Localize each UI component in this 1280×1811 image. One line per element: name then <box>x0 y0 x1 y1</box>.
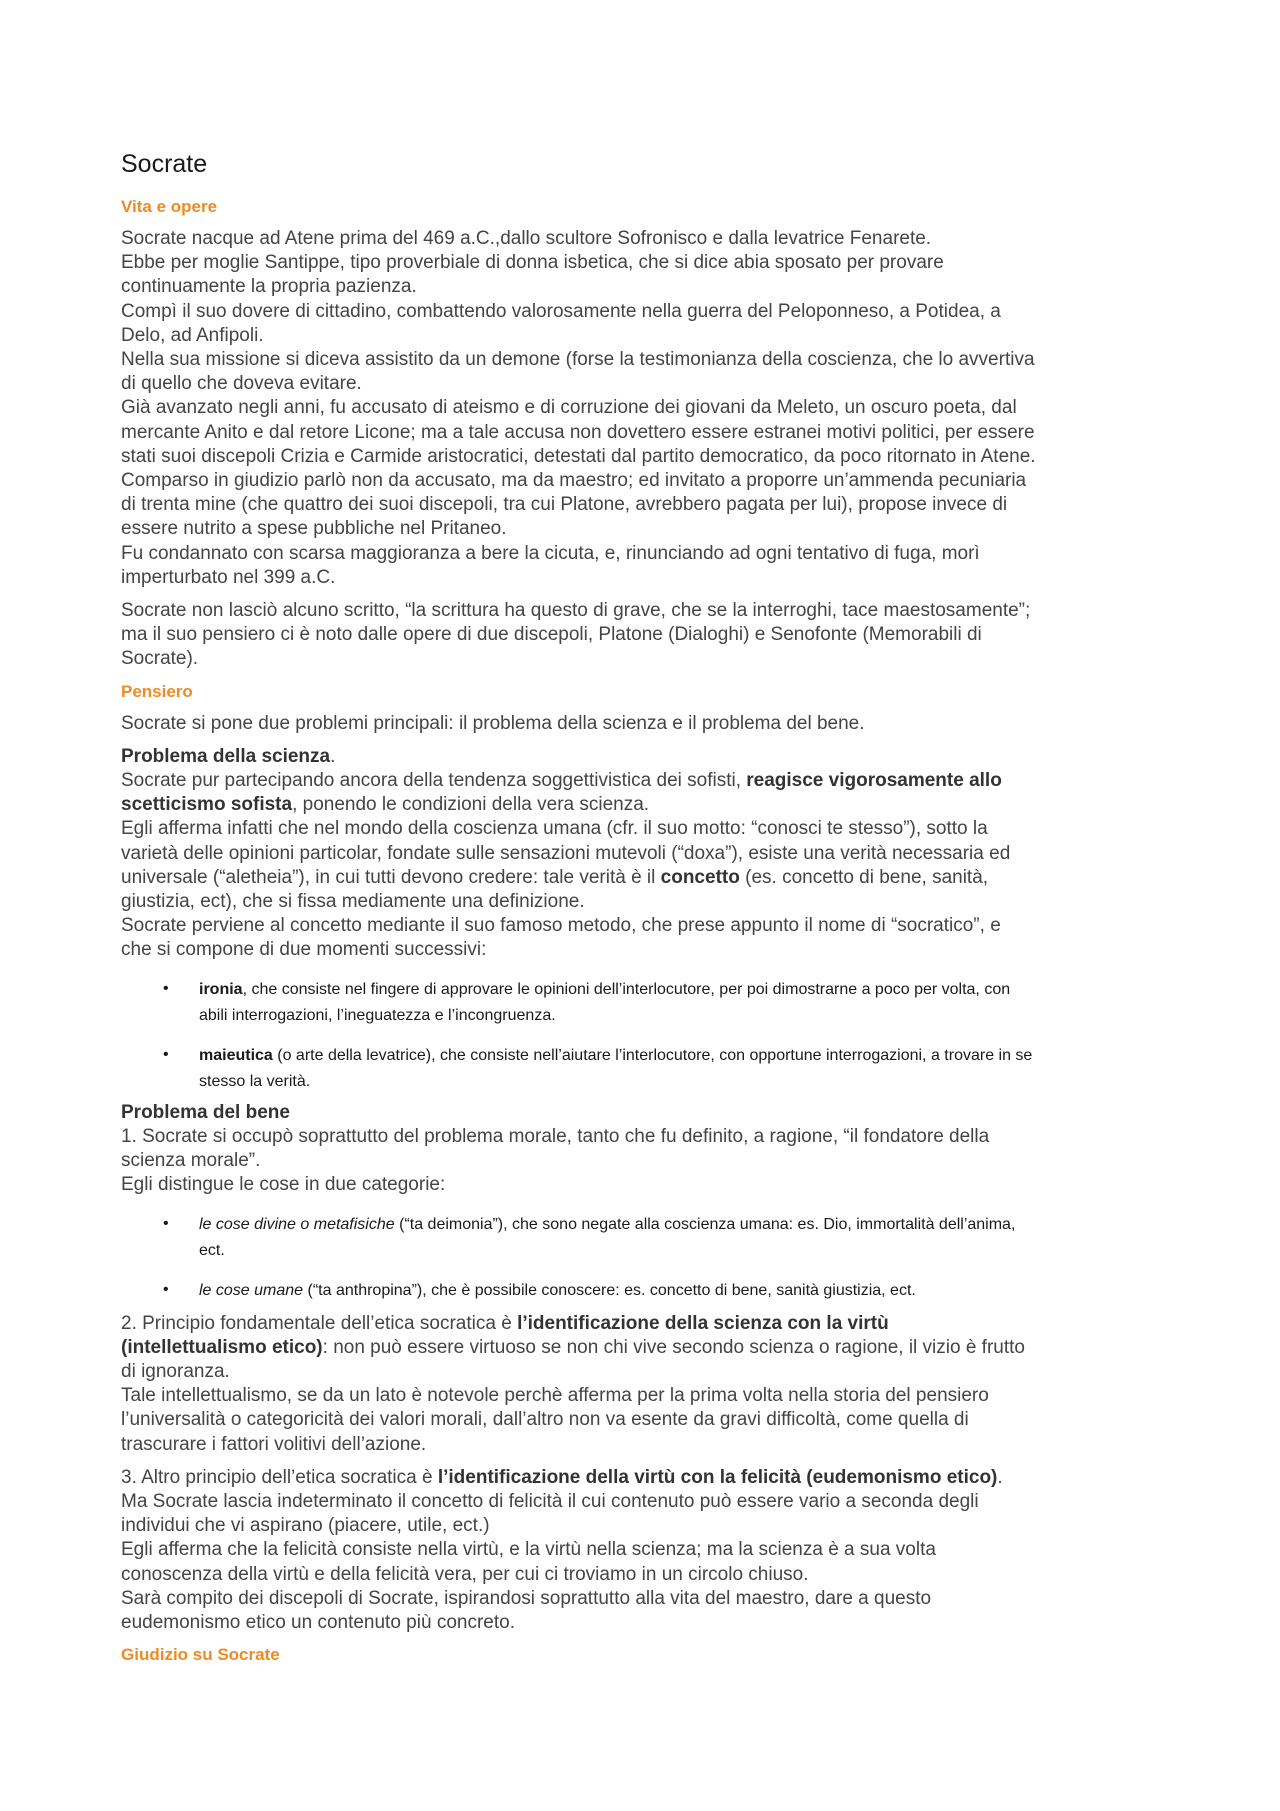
bold-text: concetto <box>660 866 740 888</box>
section-heading-vita: Vita e opere <box>121 197 218 216</box>
text-line: conoscenza della virtù e della felicità vera, per cui ci troviamo in un circolo chiuso. <box>121 1563 809 1585</box>
bullet-icon: • <box>163 1214 169 1232</box>
text-line <box>121 793 1167 817</box>
text-run: Socrate pur partecipando ancora della tendenza soggettivistica dei sofisti, <box>121 770 747 792</box>
subheading-text: Problema della scienza <box>121 745 331 767</box>
paragraph-vita-1 <box>121 227 1167 590</box>
list-line <box>199 1212 1167 1238</box>
text-run: (o arte della levatrice), che consiste nell’aiutare l’interlocutore, con opportune interrogazioni, a trovare in se <box>272 1046 1033 1064</box>
text-line: Ebbe per moglie Santippe, tipo proverbiale di donna isbetica, che si dice abia sposato per provare <box>121 252 944 274</box>
text-line: 1. Socrate si occupò soprattutto del problema morale, tanto che fu definito, a ragione, “il fondatore della <box>121 1125 990 1147</box>
text-line: Socrate perviene al concetto mediante il suo famoso metodo, che prese appunto il nome di “socratico”, e <box>121 915 1001 937</box>
text-line: Comparso in giudizio parlò non da accusato, ma da maestro; ed invitato a proporre un’ammenda pecuniaria <box>121 470 1027 492</box>
bold-text: l’identificazione della scienza con la virtù <box>517 1312 889 1334</box>
section-heading-giudizio: Giudizio su Socrate <box>121 1645 280 1665</box>
text-line: Egli afferma che la felicità consiste nella virtù, e la virtù nella scienza; ma la scienza è a sua volta <box>121 1539 936 1561</box>
bold-text: l’identificazione della virtù con la felicità (eudemonismo etico) <box>437 1466 998 1488</box>
text-line: eudemonismo etico un contenuto più concreto. <box>121 1611 515 1633</box>
text-run: universale (“aletheia”), in cui tutti devono credere: tale verità è il <box>121 866 661 888</box>
text-line: Compì il suo dovere di cittadino, combattendo valorosamente nella guerra del Peloponneso, a Potidea, a <box>121 300 1001 322</box>
list-item <box>121 1278 1167 1304</box>
text-run: (“ta deimonia”), che sono negate alla coscienza umana: es. Dio, immortalità dell’anima, <box>394 1215 1016 1233</box>
text-line: scienza morale”. <box>121 1150 261 1172</box>
list-line <box>199 977 1167 1003</box>
bullet-icon: • <box>163 1280 169 1298</box>
bold-text: reagisce vigorosamente allo <box>746 770 1002 792</box>
text-run: 2. Principio fondamentale dell’etica socratica è <box>121 1312 518 1334</box>
subheading-scienza <box>121 745 1167 769</box>
list-line: ect. <box>199 1241 225 1259</box>
text-line: Egli distingue le cose in due categorie: <box>121 1174 446 1196</box>
paragraph-principio-2 <box>121 1312 1167 1457</box>
text-run: (es. concetto di bene, sanità, <box>739 866 989 888</box>
text-line <box>121 1312 1167 1336</box>
text-line: Egli afferma infatti che nel mondo della coscienza umana (cfr. il suo motto: “conosci te stesso”), sotto la <box>121 818 988 840</box>
list-line: stesso la verità. <box>199 1072 311 1090</box>
bold-text: scetticismo sofista <box>121 794 293 816</box>
text-line: di quello che doveva evitare. <box>121 373 362 395</box>
list-line <box>199 1043 1167 1069</box>
text-line: che si compone di due momenti successivi: <box>121 939 487 961</box>
list-item <box>121 1212 1167 1264</box>
text-line: Socrate non lasciò alcuno scritto, “la scrittura ha questo di grave, che se la interroghi, tace maestosamente”; <box>121 600 1031 622</box>
metodo-list <box>121 977 1167 1095</box>
text-line: individui che vi aspirano (piacere, utile, ect.) <box>121 1515 490 1537</box>
text-line: trascurare i fattori volitivi dell’azione. <box>121 1433 427 1455</box>
text-line: Socrate). <box>121 648 199 670</box>
text-line <box>121 769 1167 793</box>
text-run: 3. Altro principio dell’etica socratica è <box>121 1466 438 1488</box>
list-item <box>121 977 1167 1029</box>
italic-term: le cose umane <box>199 1281 304 1299</box>
bullet-icon: • <box>163 1045 169 1063</box>
text-line <box>121 1336 1167 1360</box>
paragraph-problema-bene <box>121 1101 1167 1198</box>
document-body <box>121 148 1167 1675</box>
page-title: Socrate <box>121 150 208 178</box>
text-line: Sarà compito dei discepoli di Socrate, ispirandosi soprattutto alla vita del maestro, dare a questo <box>121 1587 932 1609</box>
text-line <box>121 1466 1167 1490</box>
list-item <box>121 1043 1167 1095</box>
text-run: . <box>997 1466 1003 1488</box>
text-line: varietà delle opinioni particolar, fondate sulle sensazioni mutevoli (“doxa”), esiste una verità necessaria ed <box>121 842 1011 864</box>
text-line: giustizia, ect), che si fissa mediamente una definizione. <box>121 891 585 913</box>
text-line: Fu condannato con scarsa maggioranza a bere la cicuta, e, rinunciando ad ogni tentativo di fuga, morì <box>121 542 980 564</box>
text-line: mercante Anito e dal retore Licone; ma a tale accusa non dovettero essere estranei motivi politici, per essere <box>121 421 1035 443</box>
text-line: Ma Socrate lascia indeterminato il concetto di felicità il cui contenuto può essere vario a seconda degli <box>121 1490 979 1512</box>
paragraph-principio-3 <box>121 1466 1167 1635</box>
text-line: Nella sua missione si diceva assistito da un demone (forse la testimonianza della coscienza, che lo avvertiva <box>121 349 1035 371</box>
paragraph-problema-scienza <box>121 745 1167 963</box>
text-line: di ignoranza. <box>121 1360 230 1382</box>
bullet-icon: • <box>163 979 169 997</box>
list-line: abili interrogazioni, l’ineguatezza e l’incongruenza. <box>199 1006 556 1024</box>
text-line: Già avanzato negli anni, fu accusato di ateismo e di corruzione dei giovani da Meleto, un oscuro poeta, dal <box>121 397 1017 419</box>
text-line: stati suoi discepoli Crizia e Carmide aristocratici, detestati dal partito democratico, da poco ritornato in Atene. <box>121 445 1036 467</box>
text-line: Socrate nacque ad Atene prima del 469 a.C.,dallo scultore Sofronisco e dalla levatrice Fenarete. <box>121 228 932 249</box>
text-line: Socrate si pone due problemi principali: il problema della scienza e il problema del bene. <box>121 712 865 734</box>
categorie-list <box>121 1212 1167 1304</box>
text-line <box>121 866 1167 890</box>
text-run: , che consiste nel fingere di approvare le opinioni dell’interlocutore, per poi dimostrarne a poco per volta, con <box>242 980 1011 998</box>
text-run: (“ta anthropina”), che è possibile conoscere: es. concetto di bene, sanità giustizia, ect. <box>303 1281 916 1299</box>
text-line: di trenta mine (che quattro dei suoi discepoli, tra cui Platone, avrebbero pagata per lui), propose invece di <box>121 494 1008 516</box>
text-line: ma il suo pensiero ci è noto dalle opere di due discepoli, Platone (Dialoghi) e Senofonte (Memorabili di <box>121 624 982 646</box>
list-line <box>199 1278 1167 1304</box>
text-line: Tale intellettualismo, se da un lato è notevole perchè afferma per la prima volta nella storia del pensiero <box>121 1385 989 1407</box>
text-run: : non può essere virtuoso se non chi vive secondo scienza o ragione, il vizio è frutto <box>322 1336 1025 1358</box>
text-line: Delo, ad Anfipoli. <box>121 324 264 346</box>
subheading-dot: . <box>330 745 336 767</box>
text-run: , ponendo le condizioni della vera scienza. <box>292 794 650 816</box>
bold-text: (intellettualismo etico) <box>121 1336 323 1358</box>
text-line: imperturbato nel 399 a.C. <box>121 566 336 588</box>
italic-term: le cose divine o metafisiche <box>199 1215 395 1233</box>
paragraph-pensiero-intro <box>121 712 1167 736</box>
subheading-bene: Problema del bene <box>121 1101 290 1123</box>
text-line: continuamente la propria pazienza. <box>121 276 417 298</box>
text-line: essere nutrito a spese pubbliche nel Pritaneo. <box>121 518 507 540</box>
paragraph-vita-2 <box>121 599 1167 672</box>
section-heading-pensiero: Pensiero <box>121 681 193 701</box>
text-line: l’universalità o categoricità dei valori morali, dall’altro non va esente da gravi difficoltà, come quella di <box>121 1409 969 1431</box>
bold-term: ironia <box>199 980 243 998</box>
bold-term: maieutica <box>199 1046 273 1064</box>
